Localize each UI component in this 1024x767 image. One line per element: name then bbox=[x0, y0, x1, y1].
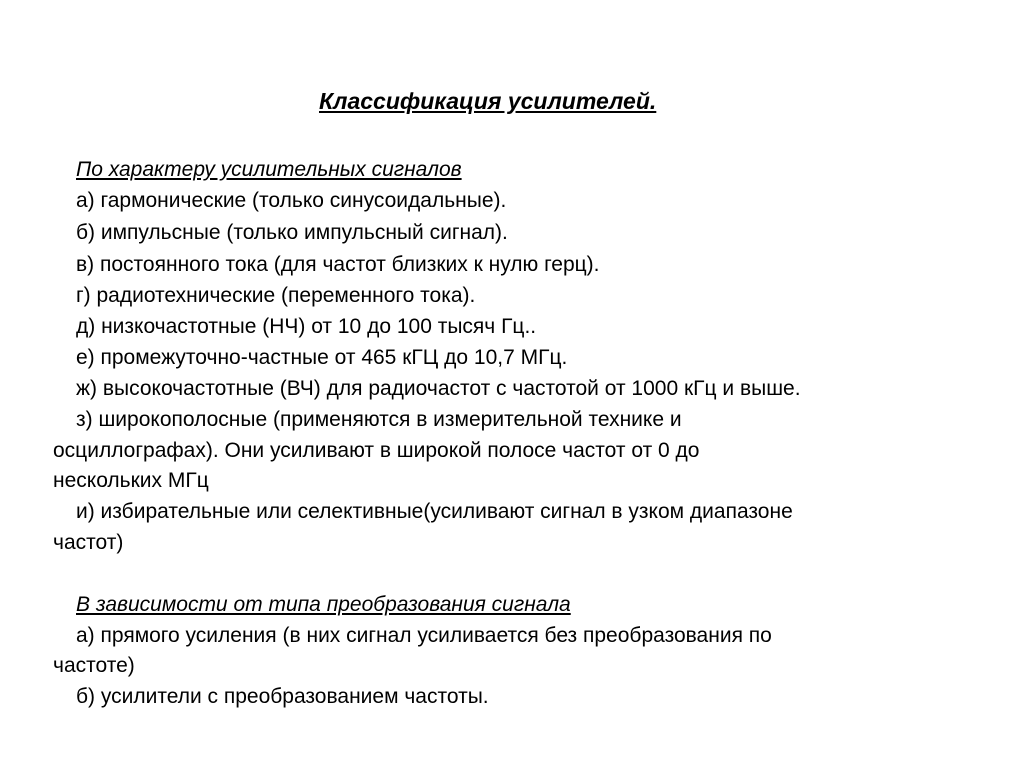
list-item-radio: г) радиотехнические (переменного тока). bbox=[76, 284, 476, 307]
list-item-broadband-cont2: нескольких МГц bbox=[53, 469, 209, 492]
section-heading-signal-character: По характеру усилительных сигналов bbox=[76, 158, 462, 181]
list-item-selective: и) избирательные или селективные(усиливают сигнал в узком диапазоне bbox=[76, 500, 793, 523]
list-item-selective-cont: частот) bbox=[53, 531, 124, 554]
list-item-intermediate-frequency: е) промежуточно-частные от 465 кГЦ до 10,7 МГц. bbox=[76, 346, 568, 369]
section-heading-conversion-type: В зависимости от типа преобразования сигнала bbox=[76, 593, 571, 616]
list-item-pulse: б) импульсные (только импульсный сигнал). bbox=[76, 221, 508, 244]
list-item-direct-amplification: а) прямого усиления (в них сигнал усиливается без преобразования по bbox=[76, 624, 772, 647]
slide-title: Классификация усилителей. bbox=[319, 88, 657, 114]
list-item-direct-amplification-cont: частоте) bbox=[53, 654, 135, 677]
list-item-broadband-cont: осциллографах). Они усиливают в широкой полосе частот от 0 до bbox=[53, 439, 700, 462]
list-item-broadband: з) широкополосные (применяются в измерительной технике и bbox=[76, 408, 682, 431]
list-item-high-frequency: ж) высокочастотные (ВЧ) для радиочастот с частотой от 1000 кГц и выше. bbox=[76, 377, 801, 400]
list-item-low-frequency: д) низкочастотные (НЧ) от 10 до 100 тысяч Гц.. bbox=[76, 315, 537, 338]
list-item-dc: в) постоянного тока (для частот близких к нулю герц). bbox=[76, 253, 600, 276]
list-item-frequency-conversion: б) усилители с преобразованием частоты. bbox=[76, 685, 489, 708]
list-item-harmonic: а) гармонические (только синусоидальные). bbox=[76, 189, 507, 212]
